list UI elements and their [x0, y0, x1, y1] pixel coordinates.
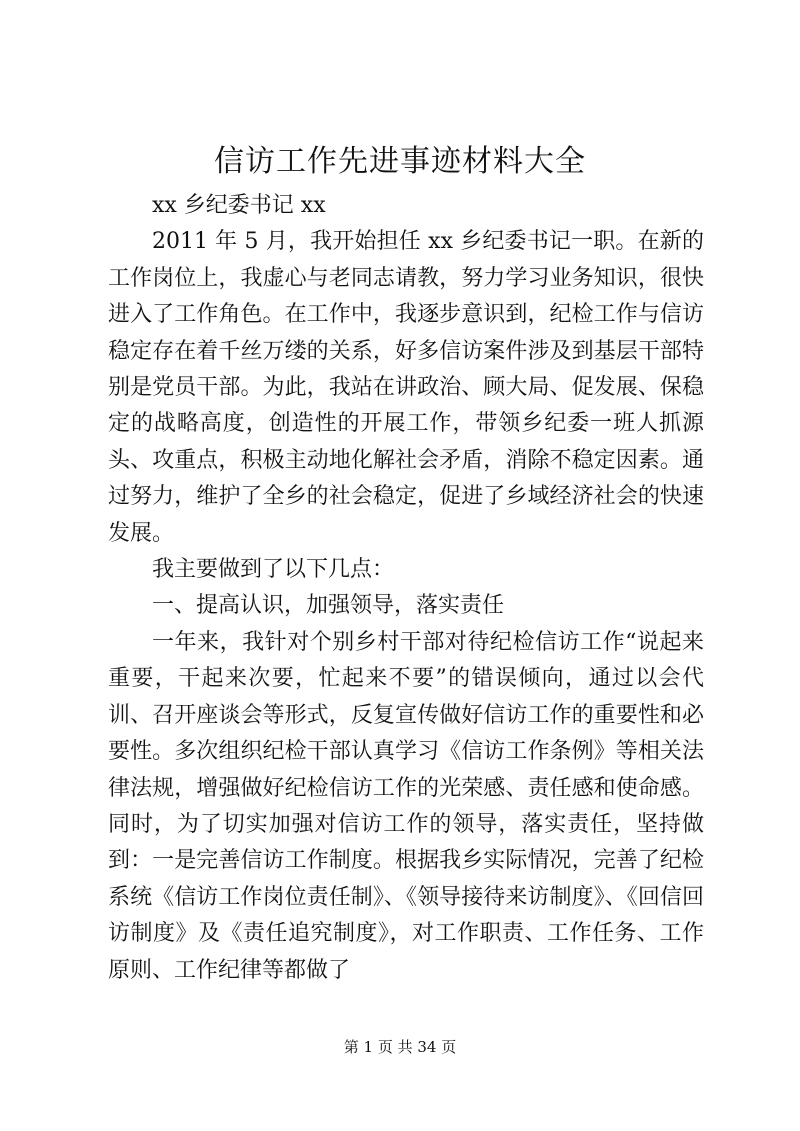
author-line: xx 乡纪委书记 xx — [152, 193, 326, 218]
document-body — [108, 188, 704, 989]
section-heading: 一、提高认识，加强领导，落实责任 — [152, 593, 505, 619]
body-paragraph: 我主要做到了以下几点： — [152, 557, 395, 583]
body-paragraph: 2011 年 5 月，我开始担任 xx 乡纪委书记一职。在新的工作岗位上，我虚心与老同志请教，努力学习业务知识，很快进入了工作角色。在工作中，我逐步意识到，纪检工作与信访稳定存在着千丝万缕的关系，好多信访案件涉及到基层干部特别是党员干部。为此，我站在讲政治、顾大局、促发展、保稳定的战略高度，创造性的开展工作，带领乡纪委一班人抓源头、攻重点，积极主动地化解社会矛盾，消除不稳定因素。通过努力，维护了全乡的社会稳定，促进了乡域经济社会的快速发展。 — [108, 229, 704, 546]
document-title: 信访工作先进事迹材料大全 — [214, 144, 586, 179]
body-paragraph: 一年来，我针对个别乡村干部对待纪检信访工作“说起来重要，干起来次要，忙起来不要”的错误倾向，通过以会代训、召开座谈会等形式，反复宣传做好信访工作的重要性和必要性。多次组织纪检干部认真学习《信访工作条例》等相关法律法规，增强做好纪检信访工作的光荣感、责任感和使命感。同时，为了切实加强对信访工作的领导，落实责任，坚持做到：一是完善信访工作制度。根据我乡实际情况，完善了纪检系统《信访工作岗位责任制》、《领导接待来访制度》、《回信回访制度》及《责任追究制度》，对工作职责、工作任务、工作原则、工作纪律等都做了 — [108, 629, 704, 983]
page-number-footer: 第 1 页 共 34 页 — [343, 1038, 457, 1056]
